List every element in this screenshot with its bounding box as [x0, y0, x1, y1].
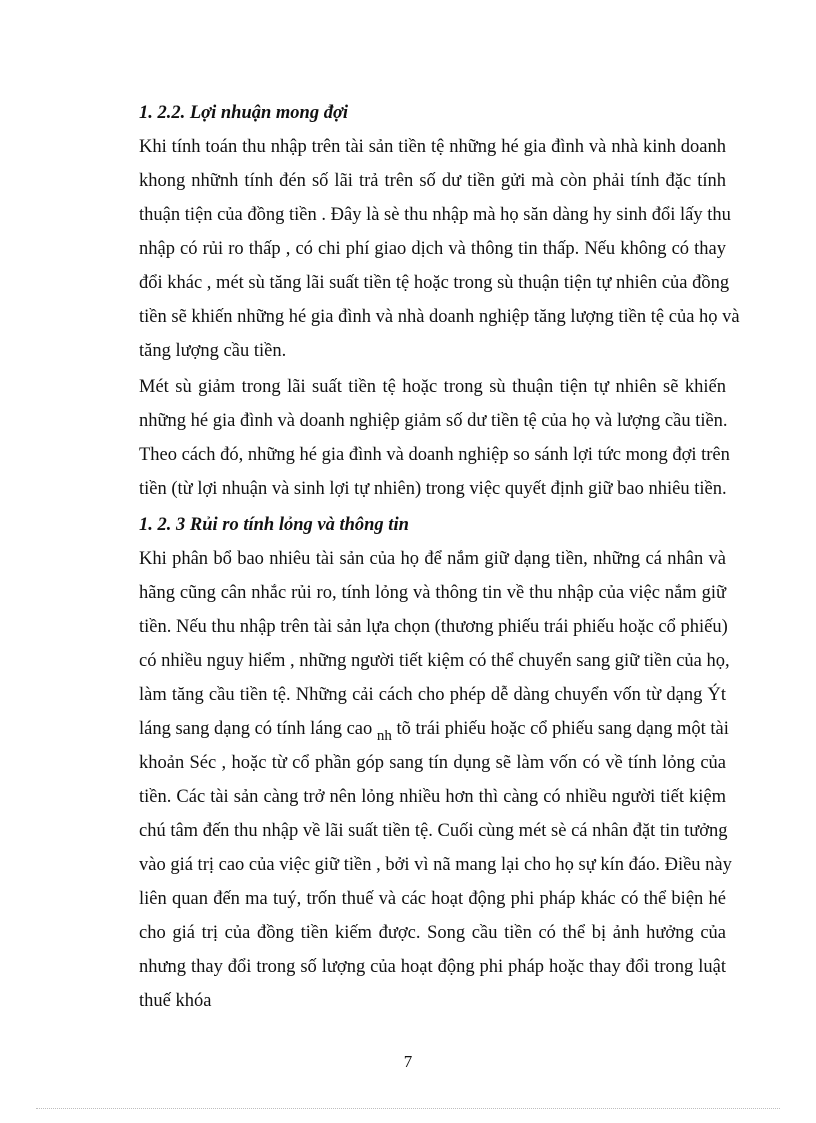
paragraph-line: Khi phân bổ bao nhiêu tài sản của họ để nắm giữ dạng tiền, những cá nhân và [139, 549, 726, 569]
paragraph-line: thuế khóa [139, 991, 212, 1011]
paragraph-line: những hé gia đình và doanh nghiệp giảm số dư tiền tệ của họ và lượng cầu tiền. [139, 411, 728, 431]
paragraph-line: nhập có rủi ro thấp , có chi phí giao dịch và thông tin thấp. Nếu không có thay [139, 239, 726, 259]
paragraph-line: chú tâm đến thu nhập về lãi suất tiền tệ. Cuối cùng mét sè cá nhân đặt tin tưởng [139, 821, 728, 841]
paragraph-line: tiền (từ lợi nhuận và sinh lợi tự nhiên) trong việc quyết định giữ bao nhiêu tiền. [139, 479, 727, 499]
paragraph-line: hãng cũng cân nhắc rủi ro, tính lỏng và thông tin về thu nhập của việc nắm giữ [139, 583, 726, 603]
paragraph-line: khong nhữnh tính đén số lãi trả trên số dư tiền gửi mà còn phải tính đặc tính [139, 171, 726, 191]
footer-divider [36, 1108, 780, 1109]
page-number: 7 [403, 1052, 413, 1071]
paragraph-line: khoản Séc , hoặc từ cổ phần góp sang tín dụng sẽ làm vốn có về tính lỏng của [139, 753, 726, 773]
paragraph-line: thuận tiện của đồng tiền . Đây là sè thu nhập mà họ săn dàng hy sinh đổi lấy thu [139, 205, 731, 225]
paragraph-line: vào giá trị cao của việc giữ tiền , bởi vì nã mang lại cho họ sự kín đáo. Điều này [139, 855, 732, 875]
paragraph-line: đổi khác , mét sù tăng lãi suất tiền tệ hoặc trong sù thuận tiện tự nhiên của đồng [139, 273, 730, 293]
subscript-fragment: nh [376, 728, 392, 744]
line-text: láng sang dạng có tính láng cao [139, 719, 373, 739]
section-heading-liquidity-risk: 1. 2. 3 Rủi ro tính lỏng và thông tin [139, 515, 409, 535]
paragraph-line: làm tăng cầu tiền tệ. Những cải cách cho phép dễ dàng chuyển vốn từ dạng Ýt [139, 685, 726, 705]
paragraph-line [139, 712, 729, 746]
paragraph-line: tiền sẽ khiến những hé gia đình và nhà doanh nghiệp tăng lượng tiền tệ của họ và [139, 307, 740, 327]
paragraph-line: tiền. Các tài sản càng trở nên lỏng nhiều hơn thì càng có nhiều người tiết kiệm [139, 787, 726, 807]
line-text: tõ trái phiếu hoặc cổ phiếu sang dạng một tài [396, 719, 729, 739]
paragraph-line: có nhiều nguy hiểm , những người tiết kiệm có thể chuyển sang giữ tiền của họ, [139, 651, 730, 671]
paragraph-line: liên quan đến ma tuý, trốn thuế và các hoạt động phi pháp khác có thể biện hé [139, 889, 726, 909]
paragraph-line: tiền. Nếu thu nhập trên tài sản lựa chọn (thương phiếu trái phiếu hoặc cổ phiếu) [139, 617, 728, 637]
section-heading-expected-return: 1. 2.2. Lợi nhuận mong đợi [139, 103, 349, 123]
paragraph-line: tăng lượng cầu tiền. [139, 341, 287, 361]
paragraph-line: Khi tính toán thu nhập trên tài sản tiền tệ những hé gia đình và nhà kinh doanh [139, 137, 726, 157]
paragraph-line: Mét sù giảm trong lãi suất tiền tệ hoặc trong sù thuận tiện tự nhiên sẽ khiến [139, 377, 726, 397]
paragraph-line: cho giá trị của đồng tiền kiếm được. Song cầu tiền có thể bị ảnh hưởng của [139, 923, 726, 943]
paragraph-line: Theo cách đó, những hé gia đình và doanh nghiệp so sánh lợi tức mong đợi trên [139, 445, 730, 465]
paragraph-line: nhưng thay đổi trong số lượng của hoạt động phi pháp hoặc thay đổi trong luật [139, 957, 726, 977]
